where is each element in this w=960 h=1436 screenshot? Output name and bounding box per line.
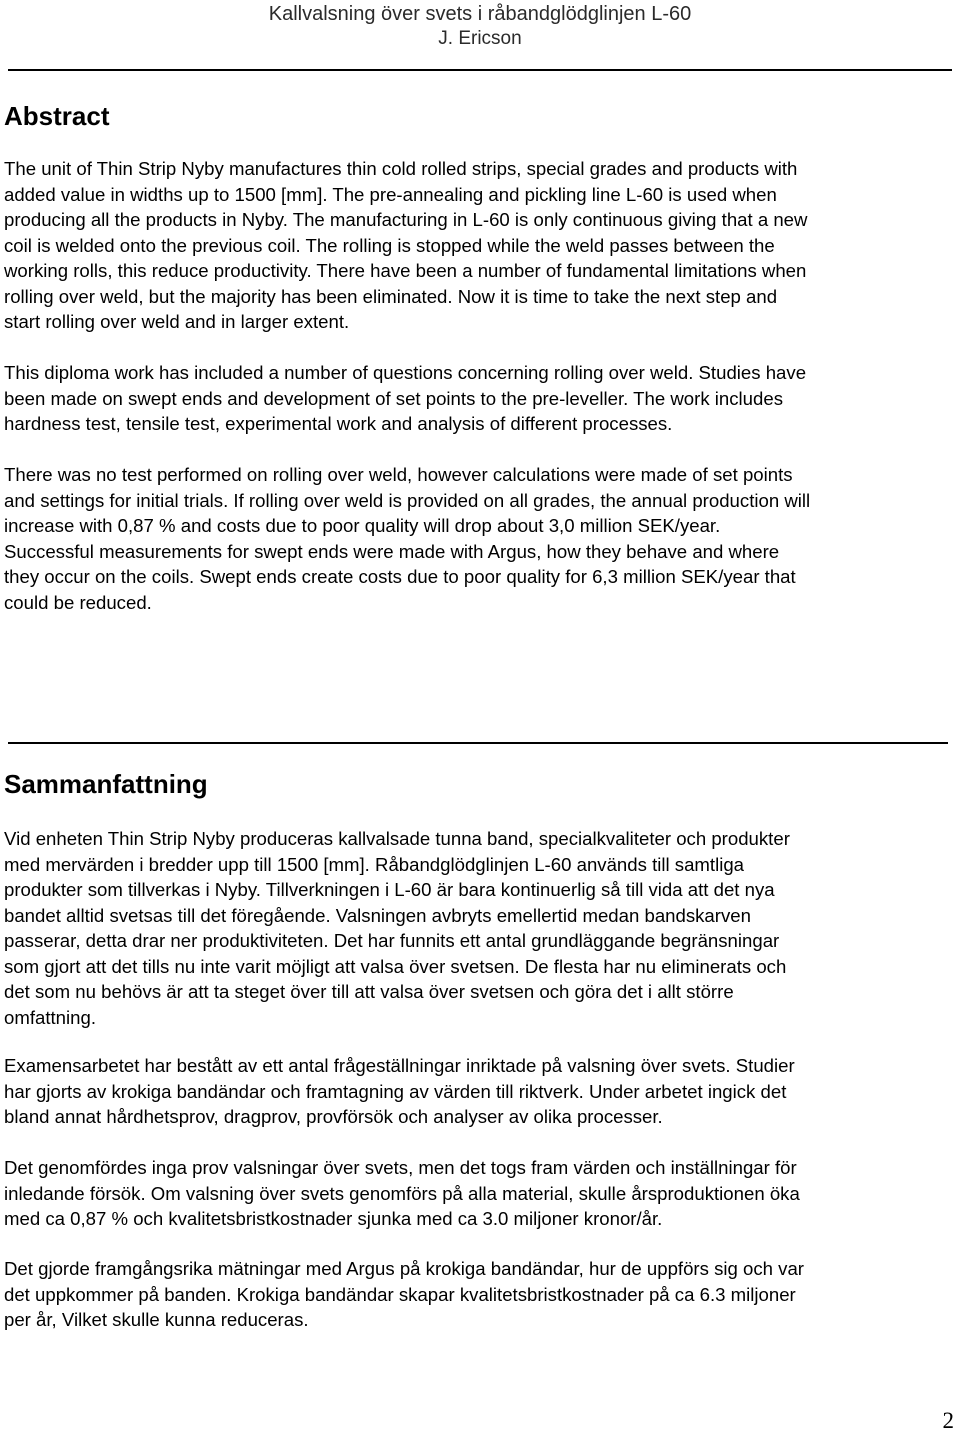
header-author: J. Ericson: [438, 28, 522, 49]
text-line: increase with 0,87 % and costs due to poor quality will drop about 3,0 million SEK/year.: [4, 515, 721, 536]
text-line: been made on swept ends and development of set points to the pre-leveller. The work includes: [4, 387, 784, 409]
text-line: det som nu behövs är att ta steget över till att valsa över svetsen och göra det i allt större: [4, 981, 734, 1002]
sammanfattning-heading: Sammanfattning: [4, 769, 208, 799]
section-divider: [8, 742, 948, 744]
text-line: inledande försök. Om valsning över svets genomförs på alla material, skulle årsproduktionen öka: [4, 1182, 800, 1204]
text-line: hardness test, tensile test, experimental work and analysis of different processes.: [4, 413, 673, 434]
text-line: coil is welded onto the previous coil. The rolling is stopped while the weld passes between the: [4, 234, 775, 256]
text-line: bland annat hårdhetsprov, dragprov, provförsök och analyser av olika processer.: [4, 1106, 663, 1127]
text-line: Examensarbetet har bestått av ett antal frågeställningar inriktade på valsning över svets. Studier: [4, 1055, 795, 1076]
text-line: Successful measurements for swept ends were made with Argus, how they behave and where: [4, 540, 780, 562]
text-line: produkter som tillverkas i Nyby. Tillverkningen i L-60 är bara kontinuerlig så till vida att det nya: [4, 879, 775, 900]
header-title: Kallvalsning över svets i råbandglödglinjen L-60: [268, 3, 692, 25]
text-line: This diploma work has included a number of questions concerning rolling over weld. Studies have: [4, 362, 807, 383]
text-line: Det genomfördes inga prov valsningar över svets, men det togs fram värden och inställningar för: [4, 1157, 797, 1178]
text-line: per år, Vilket skulle kunna reduceras.: [4, 1309, 309, 1330]
text-line: med ca 0,87 % och kvalitetsbristkostnader sjunka med ca 3.0 miljoner kronor/år.: [4, 1208, 663, 1229]
text-line: som gjort att det tills nu inte varit möjligt att valsa över svetsen. De flesta har nu eliminerats och: [4, 955, 787, 977]
text-line: Vid enheten Thin Strip Nyby produceras kallvalsade tunna band, specialkvaliteter och produkter: [4, 828, 790, 849]
abstract-paragraph-2: [4, 360, 959, 437]
text-line: start rolling over weld and in larger extent.: [4, 311, 350, 332]
text-line: rolling over weld, but the majority has been eliminated. Now it is time to take the next step and: [4, 285, 778, 307]
text-line: med mervärden i bredder upp till 1500 [mm]. Råbandglödglinjen L-60 används till samtliga: [4, 853, 745, 875]
text-line: they occur on the coils. Swept ends create costs due to poor quality for 6,3 million SEK/year that: [4, 566, 796, 587]
text-line: Det gjorde framgångsrika mätningar med Argus på krokiga bandändar, hur de uppförs sig och var: [4, 1258, 804, 1279]
sammanfattning-paragraph-1: [4, 826, 959, 1030]
text-line: omfattning.: [4, 1006, 96, 1028]
sammanfattning-paragraph-2: [4, 1053, 959, 1130]
abstract-heading: Abstract: [4, 101, 110, 131]
sammanfattning-paragraph-3: [4, 1155, 959, 1232]
text-line: added value in widths up to 1500 [mm]. The pre-annealing and pickling line L-60 is used when: [4, 183, 777, 205]
text-line: The unit of Thin Strip Nyby manufactures thin cold rolled strips, special grades and products with: [4, 158, 798, 179]
text-line: bandet alltid svetsas till det föregående. Valsningen avbryts emellertid medan bandskarven: [4, 904, 751, 926]
text-line: det uppkommer på banden. Krokiga bandändar skapar kvalitetsbristkostnader på ca 6.3 miljoner: [4, 1283, 796, 1305]
sammanfattning-paragraph-4: [4, 1256, 959, 1333]
page-number: 2: [942, 1408, 954, 1433]
text-line: passerar, detta drar ner produktiviteten. Det har funnits ett antal grundläggande begränsningar: [4, 930, 780, 951]
abstract-paragraph-3: [4, 462, 959, 615]
abstract-paragraph-1: [4, 156, 959, 335]
text-line: could be reduced.: [4, 591, 152, 613]
text-line: and settings for initial trials. If rolling over weld is provided on all grades, the annual production will: [4, 489, 811, 511]
text-line: producing all the products in Nyby. The manufacturing in L-60 is only continuous giving that a new: [4, 209, 808, 230]
header-divider: [8, 69, 952, 71]
text-line: working rolls, this reduce productivity. There have been a number of fundamental limitations when: [4, 260, 807, 281]
text-line: There was no test performed on rolling over weld, however calculations were made of set points: [4, 464, 793, 485]
text-line: har gjorts av krokiga bandändar och framtagning av värden till riktverk. Under arbetet ingick det: [4, 1080, 787, 1102]
